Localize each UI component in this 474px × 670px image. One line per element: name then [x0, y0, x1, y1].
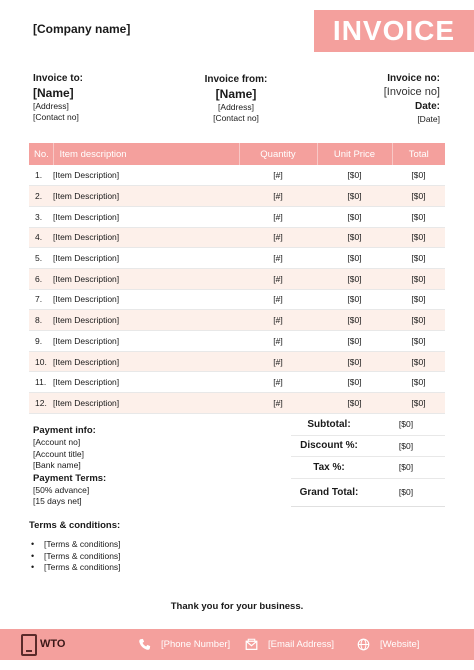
table-row	[29, 268, 445, 289]
invoice-from-contact: [Contact no]	[213, 113, 259, 123]
row-description: [Item Description]	[53, 186, 239, 207]
row-no: 3.	[29, 206, 53, 227]
row-no: 7.	[29, 289, 53, 310]
phone-number: [Phone Number]	[161, 639, 231, 650]
list-item: • [Terms & conditions]	[44, 539, 121, 551]
row-total: [$0]	[392, 165, 445, 186]
row-description: [Item Description]	[53, 331, 239, 352]
grand-total-label: Grand Total:	[299, 486, 359, 498]
header-total: Total	[392, 143, 445, 165]
invoice-no-value: [Invoice no]	[383, 86, 440, 98]
table-row	[29, 289, 445, 310]
footer-bar	[0, 629, 474, 660]
list-item: • [Terms & conditions]	[44, 551, 121, 563]
row-quantity: [#]	[239, 186, 317, 207]
row-no: 4.	[29, 227, 53, 248]
row-no: 2.	[29, 186, 53, 207]
phone-icon	[138, 638, 151, 651]
table-row	[29, 206, 445, 227]
row-unit-price: [$0]	[317, 165, 392, 186]
row-quantity: [#]	[239, 268, 317, 289]
row-no: 8.	[29, 310, 53, 331]
row-unit-price: [$0]	[317, 186, 392, 207]
row-unit-price: [$0]	[317, 248, 392, 269]
logo-text: WTO	[40, 638, 66, 650]
row-description: [Item Description]	[53, 393, 239, 414]
row-quantity: [#]	[239, 351, 317, 372]
discount-label: Discount %:	[300, 440, 358, 452]
subtotal-label: Subtotal:	[307, 418, 351, 430]
grand-total-value: [$0]	[398, 487, 414, 497]
row-no: 11.	[29, 372, 53, 393]
header-unit-price: Unit Price	[317, 143, 392, 165]
document-logo-icon	[21, 634, 37, 656]
row-description: [Item Description]	[53, 248, 239, 269]
invoice-from-block	[180, 73, 292, 124]
tax-label: Tax %:	[313, 461, 345, 473]
email-icon	[245, 638, 258, 651]
logo	[21, 629, 65, 660]
row-unit-price: [$0]	[317, 227, 392, 248]
row-unit-price: [$0]	[317, 393, 392, 414]
discount-value: [$0]	[398, 440, 414, 451]
row-total: [$0]	[392, 289, 445, 310]
invoice-to-contact: [Contact no]	[33, 112, 79, 122]
row-unit-price: [$0]	[317, 351, 392, 372]
row-quantity: [#]	[239, 289, 317, 310]
table-row	[29, 227, 445, 248]
row-no: 1.	[29, 165, 53, 186]
payment-advance: [50% advance]	[33, 484, 90, 495]
row-total: [$0]	[392, 351, 445, 372]
invoice-to-name: [Name]	[33, 86, 74, 100]
header-quantity: Quantity	[239, 143, 317, 165]
footer-phone	[138, 629, 230, 660]
terms-list	[44, 539, 121, 574]
row-quantity: [#]	[239, 372, 317, 393]
table-row	[29, 351, 445, 372]
row-description: [Item Description]	[53, 227, 239, 248]
row-total: [$0]	[392, 310, 445, 331]
totals-block	[291, 414, 445, 507]
row-quantity: [#]	[239, 393, 317, 414]
table-row	[29, 393, 445, 414]
terms-heading: Terms & conditions:	[29, 520, 121, 531]
row-no: 10.	[29, 351, 53, 372]
footer-website	[357, 629, 419, 660]
row-unit-price: [$0]	[317, 372, 392, 393]
row-quantity: [#]	[239, 331, 317, 352]
row-quantity: [#]	[239, 227, 317, 248]
row-unit-price: [$0]	[317, 206, 392, 227]
invoice-meta-block	[384, 72, 440, 125]
payment-info-label: Payment info:	[33, 425, 96, 436]
items-table	[29, 143, 445, 414]
row-quantity: [#]	[239, 310, 317, 331]
row-no: 6.	[29, 268, 53, 289]
invoice-from-name: [Name]	[215, 87, 257, 101]
row-total: [$0]	[392, 206, 445, 227]
globe-icon	[357, 638, 370, 651]
invoice-from-label: Invoice from:	[204, 74, 268, 85]
row-no: 5.	[29, 248, 53, 269]
payment-terms-label: Payment Terms:	[33, 472, 107, 484]
website: [Website]	[380, 639, 420, 650]
table-row	[29, 310, 445, 331]
row-total: [$0]	[392, 393, 445, 414]
payment-info-block	[33, 424, 106, 508]
row-no: 12.	[29, 393, 53, 414]
tax-row	[291, 457, 445, 479]
list-item: • [Terms & conditions]	[44, 562, 121, 574]
invoice-to-label: Invoice to:	[33, 73, 84, 84]
date-label: Date:	[414, 101, 440, 112]
row-description: [Item Description]	[53, 310, 239, 331]
row-description: [Item Description]	[53, 268, 239, 289]
row-unit-price: [$0]	[317, 310, 392, 331]
table-row	[29, 248, 445, 269]
row-description: [Item Description]	[53, 351, 239, 372]
subtotal-value: [$0]	[398, 419, 414, 430]
row-total: [$0]	[392, 227, 445, 248]
bank-name: [Bank name]	[33, 460, 81, 470]
row-description: [Item Description]	[53, 165, 239, 186]
payment-net: [15 days net]	[33, 496, 82, 506]
row-quantity: [#]	[239, 206, 317, 227]
row-unit-price: [$0]	[317, 331, 392, 352]
header-item-description: Item description	[53, 143, 239, 165]
row-description: [Item Description]	[53, 206, 239, 227]
subtotal-row	[291, 414, 445, 436]
row-unit-price: [$0]	[317, 289, 392, 310]
grand-total-row	[291, 479, 445, 507]
date-value: [Date]	[417, 114, 440, 124]
row-description: [Item Description]	[53, 372, 239, 393]
invoice-from-address: [Address]	[218, 102, 254, 112]
row-total: [$0]	[392, 372, 445, 393]
row-total: [$0]	[392, 248, 445, 269]
thank-you-note: Thank you for your business.	[170, 601, 304, 612]
company-name: [Company name]	[33, 22, 131, 36]
invoice-to-address: [Address]	[33, 101, 69, 111]
invoice-to-block	[33, 72, 83, 123]
email-address: [Email Address]	[268, 639, 334, 650]
row-no: 9.	[29, 331, 53, 352]
discount-row	[291, 436, 445, 458]
footer-email	[245, 629, 334, 660]
table-row	[29, 186, 445, 207]
row-total: [$0]	[392, 268, 445, 289]
table-row	[29, 331, 445, 352]
account-title: [Account title]	[33, 448, 85, 459]
account-no: [Account no]	[33, 437, 81, 447]
invoice-no-label: Invoice no:	[387, 73, 440, 84]
tax-value: [$0]	[398, 462, 414, 473]
header-no: No.	[29, 143, 53, 165]
table-row	[29, 165, 445, 186]
row-unit-price: [$0]	[317, 268, 392, 289]
invoice-title-banner: INVOICE	[314, 10, 474, 52]
row-total: [$0]	[392, 331, 445, 352]
row-quantity: [#]	[239, 248, 317, 269]
table-row	[29, 372, 445, 393]
table-header-row	[29, 143, 445, 165]
row-description: [Item Description]	[53, 289, 239, 310]
row-total: [$0]	[392, 186, 445, 207]
row-quantity: [#]	[239, 165, 317, 186]
